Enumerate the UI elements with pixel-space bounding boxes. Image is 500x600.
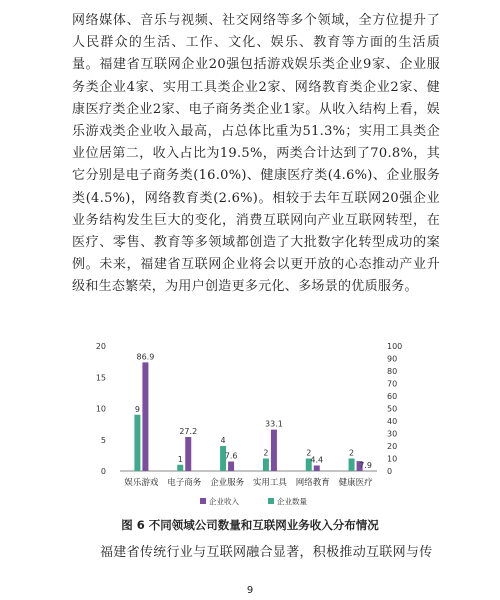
legend-swatch-revenue xyxy=(200,498,206,504)
revenue-data-label: 86.9 xyxy=(136,352,155,362)
right-axis-tick-label: 0 xyxy=(387,467,393,476)
category-label: 网络教育 xyxy=(295,478,330,488)
left-axis-tick-label: 10 xyxy=(95,404,106,414)
revenue-data-label: 4.4 xyxy=(310,455,324,465)
left-axis-tick-label: 15 xyxy=(95,373,106,383)
bar-chart xyxy=(72,336,440,516)
legend-label-revenue: 企业收入 xyxy=(209,497,239,506)
revenue-bar xyxy=(228,462,234,472)
category-label: 娱乐游戏 xyxy=(124,478,159,488)
count-data-label: 4 xyxy=(220,436,226,445)
revenue-data-label: 7.6 xyxy=(224,451,238,461)
revenue-data-label: 7.9 xyxy=(359,461,372,471)
count-data-label: 2 xyxy=(263,448,269,458)
revenue-bar xyxy=(271,430,277,471)
count-bar xyxy=(263,459,269,472)
legend-label-count: 企业数量 xyxy=(277,497,307,506)
right-axis-tick-label: 70 xyxy=(387,379,398,389)
revenue-bar xyxy=(314,466,320,472)
right-axis-tick-label: 40 xyxy=(387,417,398,426)
right-axis-tick-label: 50 xyxy=(387,404,398,414)
count-data-label: 1 xyxy=(177,454,183,464)
right-axis-tick-label: 90 xyxy=(387,354,398,364)
revenue-bar xyxy=(185,437,191,471)
count-bar xyxy=(177,465,183,471)
count-bar xyxy=(349,459,355,472)
right-axis-tick-label: 60 xyxy=(387,392,398,401)
revenue-data-label: 27.2 xyxy=(179,427,198,436)
page-number: 9 xyxy=(246,585,254,596)
legend-swatch-count xyxy=(268,498,274,504)
right-axis-tick-label: 100 xyxy=(387,342,403,351)
right-axis-tick-label: 80 xyxy=(387,367,398,376)
figure-caption: 图 6 不同领域公司数量和互联网业务收入分布情况 xyxy=(121,518,379,532)
count-data-label: 9 xyxy=(134,404,140,414)
chart-svg xyxy=(72,336,440,516)
revenue-data-label: 33.1 xyxy=(265,419,283,429)
revenue-bar xyxy=(142,362,148,471)
count-data-label: 2 xyxy=(349,448,355,458)
right-axis-tick-label: 30 xyxy=(387,429,398,439)
left-axis-tick-label: 5 xyxy=(100,435,106,445)
category-label: 电子商务 xyxy=(167,478,202,488)
right-axis-tick-label: 20 xyxy=(387,442,398,451)
count-bar xyxy=(134,415,140,471)
count-data-label: 2 xyxy=(306,448,312,458)
category-label: 健康医疗 xyxy=(338,478,373,488)
category-label: 实用工具 xyxy=(252,478,287,488)
left-axis-tick-label: 20 xyxy=(95,342,106,351)
right-axis-tick-label: 10 xyxy=(387,454,398,464)
left-axis-tick-label: 0 xyxy=(100,467,106,476)
body-paragraph: 网络媒体、音乐与视频、社交网络等多个领域，全方位提升了人民群众的生活、工作、文化、娱乐、教育等方面的生活质量。福建省互联网企业20强包括游戏娱乐类企业9家、企业服务类企业4家、实用工具类企业2家、网络教育类企业2家、健康医疗类企业2家、电子商务类企业1家。从收入结构上看，娱乐游戏类企业收入最高，占总体比重为51.3%；实用工具类企业位居第二，收入占比为19.5%，两类合计达到了70.8%，其它分别是电子商务类(16.0%)、健康医疗类(4.6%)、企业服务类(4.5%)，网络教育类(2.6%)。相较于去年互联网20强企业业务结构发生巨大的变化，消费互联网向产业互联网转型，在医疗、零售、教育等多领域都创造了大批数字化转型成功的案例。未来，福建省互联网企业将会以更开放的心态推动产业升级和生态繁荣，为用户创造更多元化、多场景的优质服务。 xyxy=(72,13,440,295)
body-paragraph-continued: 福建省传统行业与互联网融合显著，积极推动互联网与传 xyxy=(100,545,433,560)
category-label: 企业服务 xyxy=(210,478,245,488)
